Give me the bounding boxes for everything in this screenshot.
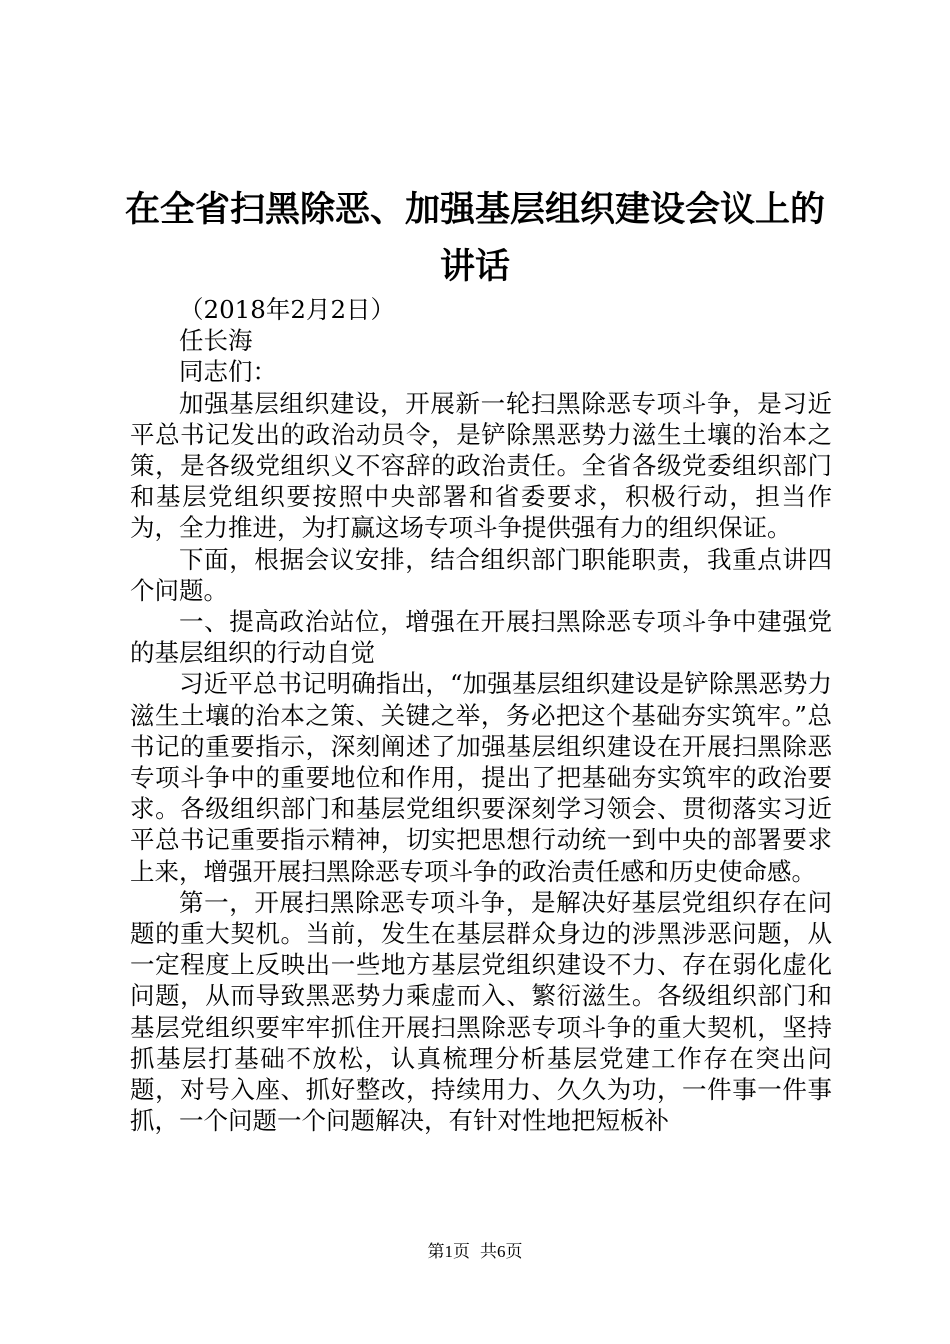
paragraph: 加强基层组织建设，开展新一轮扫黑除恶专项斗争，是习近平总书记发出的政治动员令，是铲除黑恶势力滋生土壤的治本之策，是各级党组织义不容辞的政治责任。全省各级党委组织部门和基层党组织要按照中央部署和省委要求，积极行动，担当作为，全力推进，为打赢这场专项斗争提供强有力的组织保证。 [130, 388, 832, 543]
paragraph: 下面，根据会议安排，结合组织部门职能职责，我重点讲四个问题。 [130, 544, 832, 605]
page-total: 共6页 [480, 1242, 523, 1261]
paragraph: 第一，开展扫黑除恶专项斗争，是解决好基层党组织存在问题的重大契机。当前，发生在基层群众身边的涉黑涉恶问题，从一定程度上反映出一些地方基层党组织建设不力、存在弱化虚化问题，从而导致黑恶势力乘虚而入、繁衍滋生。各级组织部门和基层党组织要牢牢抓住开展扫黑除恶专项斗争的重大契机，坚持抓基层打基础不放松，认真梳理分析基层党建工作存在突出问题，对号入座、抓好整改，持续用力、久久为功，一件事一件事抓，一个问题一个问题解决，有针对性地把短板补 [130, 887, 832, 1136]
salutation-line: 同志们： [179, 357, 277, 387]
document-title: 在全省扫黑除恶、加强基层组织建设会议上的讲话 [124, 190, 825, 287]
page-footer [0, 1241, 950, 1263]
paragraph: 习近平总书记明确指出，“加强基层组织建设是铲除黑恶势力滋生土壤的治本之策、关键之举，务必把这个基础夯实筑牢。”总书记的重要指示，深刻阐述了加强基层组织建设在开展扫黑除恶专项斗争中的重要地位和作用，提出了把基础夯实筑牢的政治要求。各级组织部门和基层党组织要深刻学习领会、贯彻落实习近平总书记重要指示精神，切实把思想行动统一到中央的部署要求上来，增强开展扫黑除恶专项斗争的政治责任感和历史使命感。 [130, 669, 832, 886]
section-heading: 一、提高政治站位，增强在开展扫黑除恶专项斗争中建强党的基层组织的行动自觉 [130, 607, 832, 668]
date-line: （2018年2月2日） [179, 295, 396, 324]
document-body [130, 294, 832, 1136]
author-line: 任长海 [179, 326, 253, 356]
page-number: 第1页 [427, 1242, 470, 1261]
